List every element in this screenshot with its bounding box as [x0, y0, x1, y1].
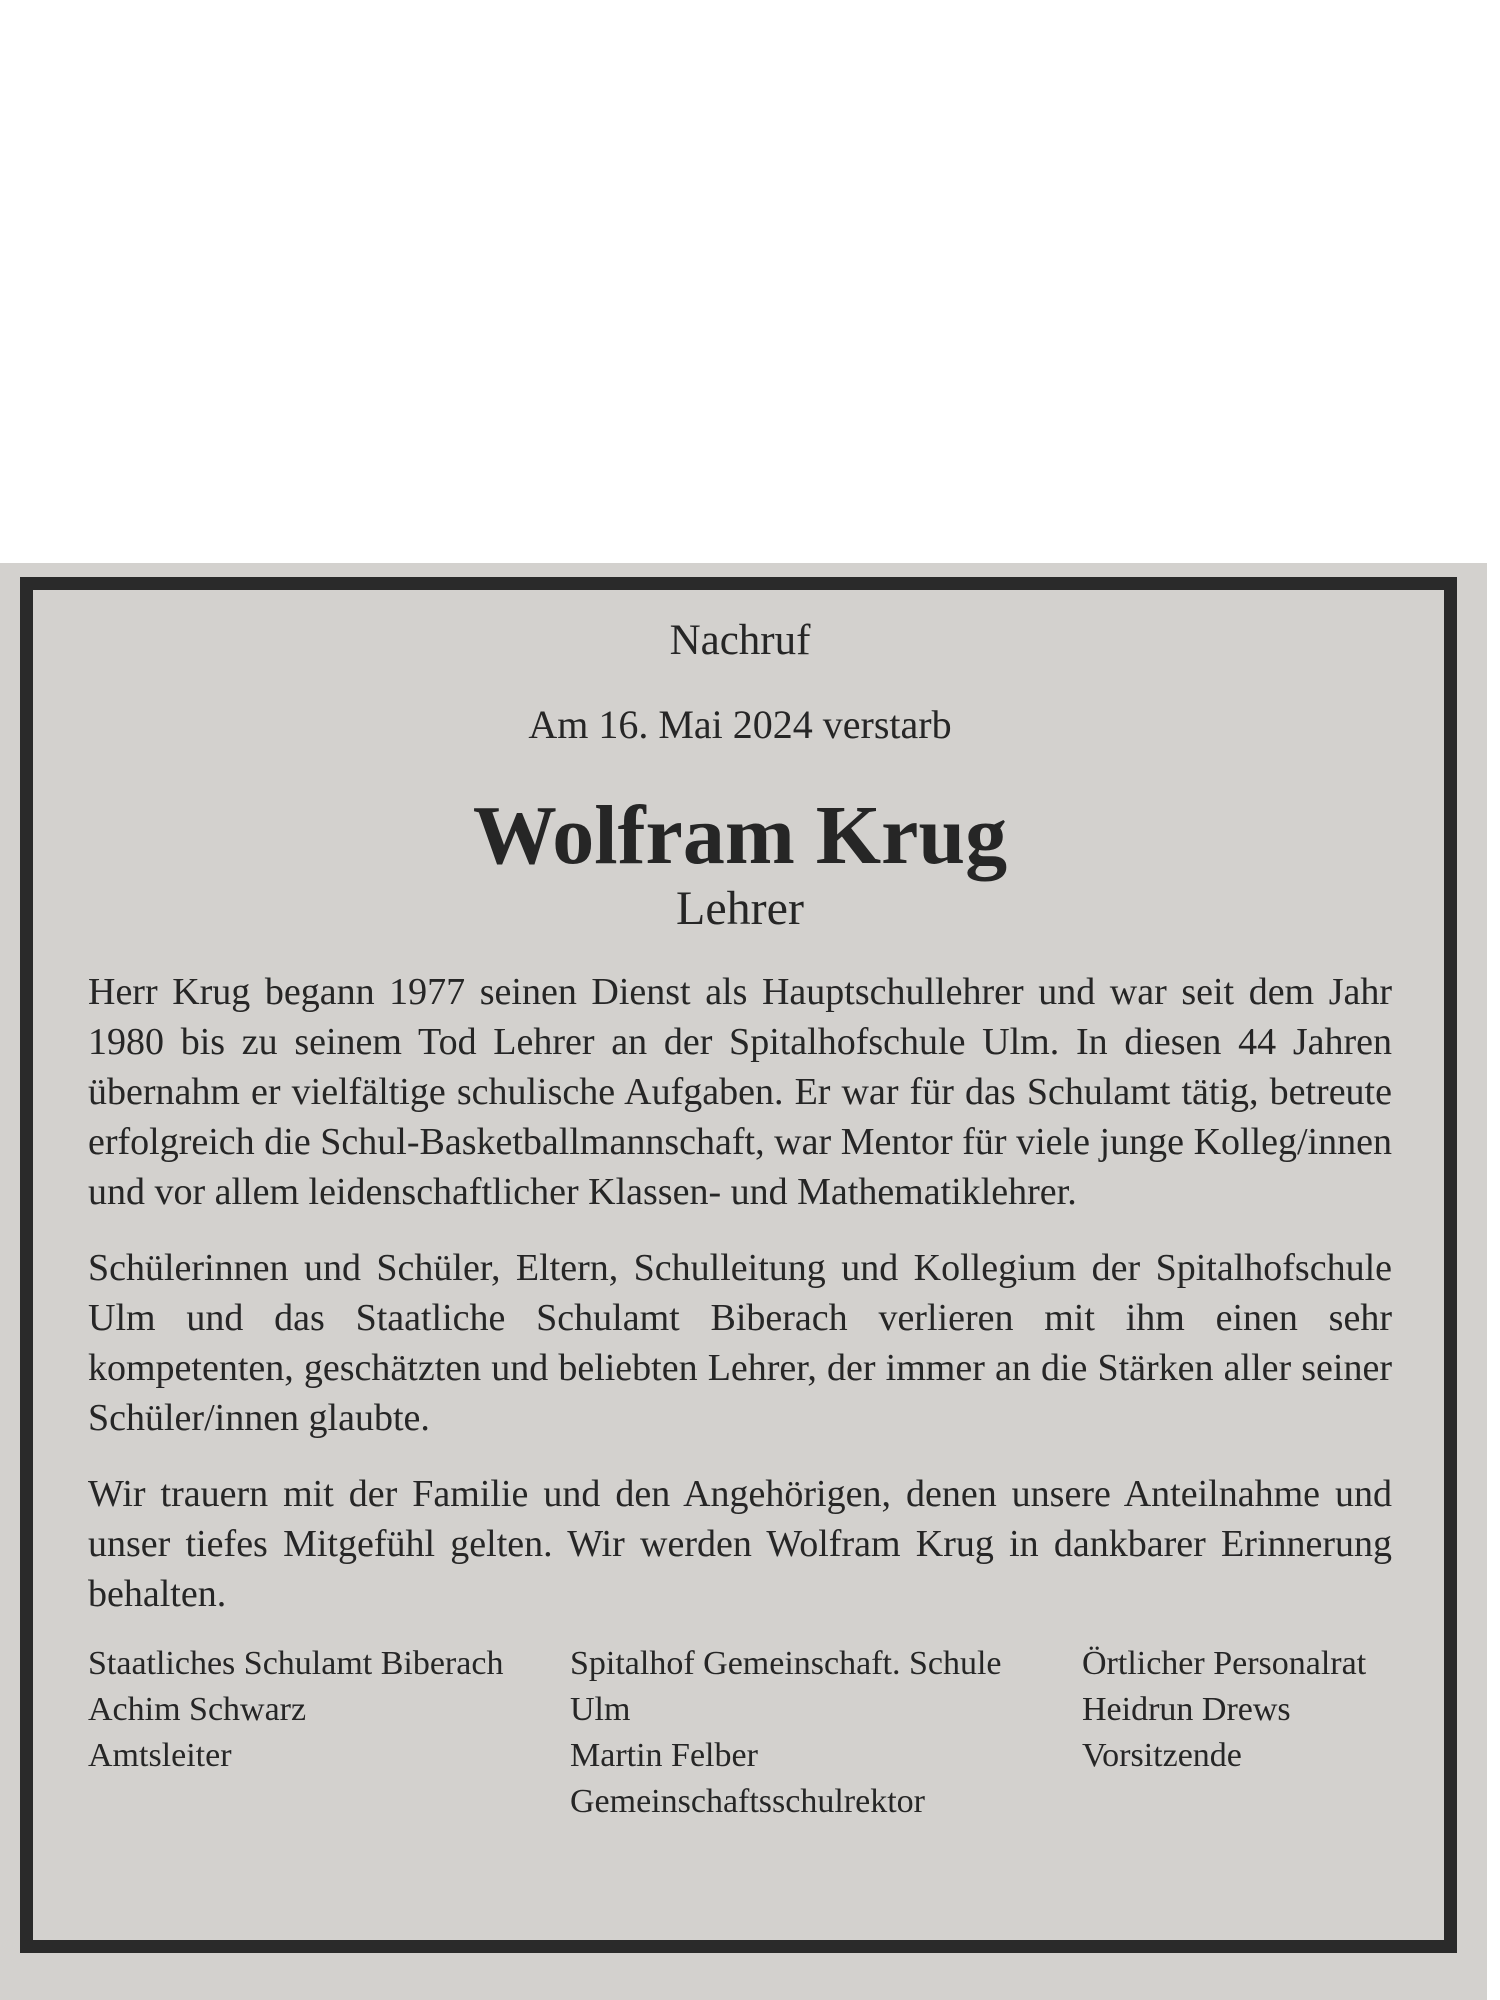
signature-title: Amtsleiter — [88, 1737, 232, 1774]
signature-person: Achim Schwarz — [88, 1691, 307, 1728]
death-date-line: Am 16. Mai 2024 verstarb — [528, 702, 952, 747]
paragraph-career: Herr Krug begann 1977 seinen Dienst als Hauptschullehrer und war seit dem Jahr 1980 bis zu seinem Tod Lehrer an der Spitalhofschule Ulm. In diesen 44 Jahren übernahm er vielfältige schulische Aufgaben. Er war für das Schulamt tätig, betreute erfolgreich die Schul-Basketballmannschaft, war Mentor für viele junge Kolleg/innen und vor allem leidenschaftlicher Klassen- und Mathematiklehrer. — [88, 971, 1392, 1213]
signature-schulamt — [88, 1641, 558, 1825]
deceased-name: Wolfram Krug — [472, 789, 1008, 882]
obituary-content — [88, 611, 1392, 1825]
obituary-heading: Nachruf — [669, 617, 811, 664]
signature-title: Gemeinschaftsschulrektor — [570, 1783, 925, 1820]
paragraph-condolence: Wir trauern mit der Familie und den Angehörigen, denen unsere Anteilnahme und unser tiefes Mitgefühl gelten. Wir werden Wolfram Krug in dankbarer Erinnerung behalten. — [88, 1473, 1392, 1615]
signature-person: Martin Felber — [570, 1737, 758, 1774]
signature-org-line2: Ulm — [570, 1691, 631, 1728]
signature-person: Heidrun Drews — [1082, 1691, 1291, 1728]
deceased-role: Lehrer — [676, 882, 804, 935]
signature-org: Örtlicher Personalrat — [1082, 1645, 1367, 1682]
signature-title: Vorsitzende — [1082, 1737, 1242, 1774]
paragraph-loss: Schülerinnen und Schüler, Eltern, Schulleitung und Kollegium der Spitalhofschule Ulm und das Staatliche Schulamt Biberach verlieren mit ihm einen sehr kompetenten, geschätzten und beliebten Lehrer, der immer an die Stärken aller seiner Schüler/innen glaubte. — [88, 1247, 1392, 1439]
signature-org: Spitalhof Gemeinschaft. Schule — [570, 1645, 1002, 1682]
signature-school — [570, 1641, 1070, 1825]
signature-block — [88, 1641, 1392, 1825]
newspaper-clipping — [0, 563, 1487, 2000]
signature-org: Staatliches Schulamt Biberach — [88, 1645, 504, 1682]
signature-personalrat — [1082, 1641, 1392, 1825]
